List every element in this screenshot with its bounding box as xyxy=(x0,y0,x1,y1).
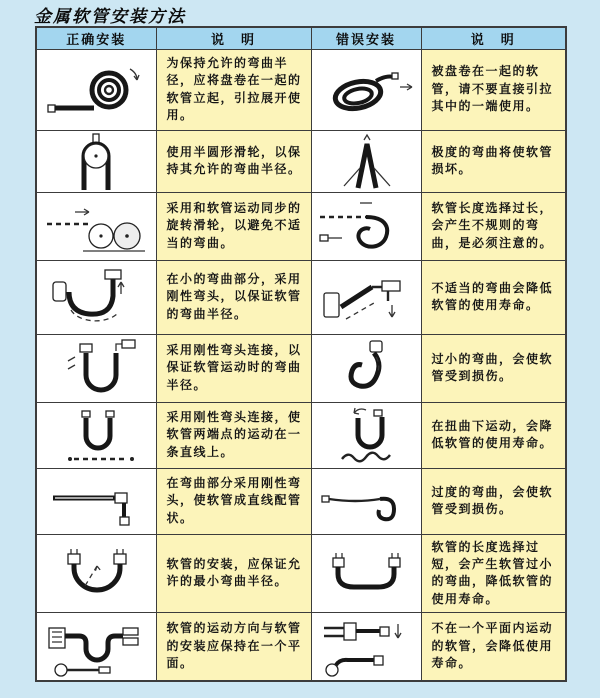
correct-image-cell xyxy=(36,334,156,402)
correct-image-cell xyxy=(36,534,156,613)
wrong-description: 过小的弯曲，会使软管受到损伤。 xyxy=(421,334,566,402)
correct-description: 软管的运动方向与软管的安装应保持在一个平面。 xyxy=(156,613,311,681)
extreme-bend-icon xyxy=(318,132,414,190)
semicircular-pulley-icon xyxy=(46,132,146,190)
correct-image-cell xyxy=(36,49,156,130)
wrong-image-cell xyxy=(311,534,421,613)
twisted-u-hose-icon xyxy=(316,405,416,465)
wrong-description: 被盘卷在一起的软管，请不要直接引拉其中的一端使用。 xyxy=(421,49,566,130)
wrong-description: 软管长度选择过长，会产生不规则的弯曲，是必须注意的。 xyxy=(421,192,566,260)
correct-description: 使用半圆形滑轮，以保持其允许的弯曲半径。 xyxy=(156,130,311,192)
correct-description: 采用刚性弯头连接，以保证软管运动时的弯曲半径。 xyxy=(156,334,311,402)
wrong-description: 软管的长度选择过短，会产生软管过小的弯曲，降低软管的使用寿命。 xyxy=(421,534,566,613)
rotating-rollers-icon xyxy=(41,196,151,256)
wrong-image-cell xyxy=(311,613,421,681)
overbent-hose-end-icon xyxy=(316,472,416,530)
correct-description: 采用和软管运动同步的旋转滑轮，以避免不适当的弯曲。 xyxy=(156,192,311,260)
coiled-hose-upright-icon xyxy=(42,57,150,123)
table-row xyxy=(36,334,566,402)
u-hose-rigid-elbow-icon xyxy=(44,337,148,399)
wrong-description: 极度的弯曲将使软管损坏。 xyxy=(421,130,566,192)
different-plane-hoses-icon xyxy=(316,614,416,678)
straight-hose-rigid-elbow-icon xyxy=(41,472,151,530)
wrong-image-cell xyxy=(311,192,421,260)
wrong-image-cell xyxy=(311,334,421,402)
header-description-2: 说 明 xyxy=(421,27,566,49)
too-short-hose-icon xyxy=(314,544,418,602)
u-hose-aligned-ends-icon xyxy=(44,405,148,465)
correct-description: 在弯曲部分采用刚性弯头，使软管成直线配管状。 xyxy=(156,468,311,534)
table-row xyxy=(36,468,566,534)
table-row xyxy=(36,534,566,613)
correct-image-cell xyxy=(36,192,156,260)
correct-image-cell xyxy=(36,260,156,334)
min-bend-radius-u-icon xyxy=(41,542,151,604)
irregular-loop-icon xyxy=(316,195,416,257)
same-plane-trap-icon xyxy=(41,614,151,678)
correct-description: 软管的安装，应保证允许的最小弯曲半径。 xyxy=(156,534,311,613)
correct-image-cell xyxy=(36,402,156,468)
correct-description: 采用刚性弯头连接，使软管两端点的运动在一条直线上。 xyxy=(156,402,311,468)
installation-guide-table xyxy=(35,26,567,682)
wrong-description: 不在一个平面内运动的软管，会降低使用寿命。 xyxy=(421,613,566,681)
page-title: 金属软管安装方法 xyxy=(34,7,186,26)
table-row xyxy=(36,402,566,468)
header-correct-install: 正确安装 xyxy=(36,27,156,49)
correct-description: 在小的弯曲部分，采用刚性弯头，以保证软管的弯曲半径。 xyxy=(156,260,311,334)
correct-image-cell xyxy=(36,130,156,192)
wrong-description: 不适当的弯曲会降低软管的使用寿命。 xyxy=(421,260,566,334)
table-row xyxy=(36,613,566,681)
correct-image-cell xyxy=(36,613,156,681)
correct-image-cell xyxy=(36,468,156,534)
coiled-hose-pulled-icon xyxy=(316,59,416,121)
wrong-description: 在扭曲下运动，会降低软管的使用寿命。 xyxy=(421,402,566,468)
wrong-image-cell xyxy=(311,130,421,192)
wrong-image-cell xyxy=(311,468,421,534)
wrong-image-cell xyxy=(311,260,421,334)
rigid-elbow-small-bend-icon xyxy=(41,264,151,330)
header-wrong-install: 错误安装 xyxy=(311,27,421,49)
table-row xyxy=(36,130,566,192)
table-row xyxy=(36,49,566,130)
table-row xyxy=(36,260,566,334)
correct-description: 为保持允许的弯曲半径，应将盘卷在一起的软管立起，引拉展开使用。 xyxy=(156,49,311,130)
table-row xyxy=(36,192,566,260)
header-description-1: 说 明 xyxy=(156,27,311,49)
table-header-row xyxy=(36,27,566,49)
wrong-description: 过度的弯曲，会使软管受到损伤。 xyxy=(421,468,566,534)
wrong-image-cell xyxy=(311,49,421,130)
too-small-bend-icon xyxy=(318,337,414,399)
wrong-image-cell xyxy=(311,402,421,468)
improper-angle-bend-icon xyxy=(316,265,416,329)
